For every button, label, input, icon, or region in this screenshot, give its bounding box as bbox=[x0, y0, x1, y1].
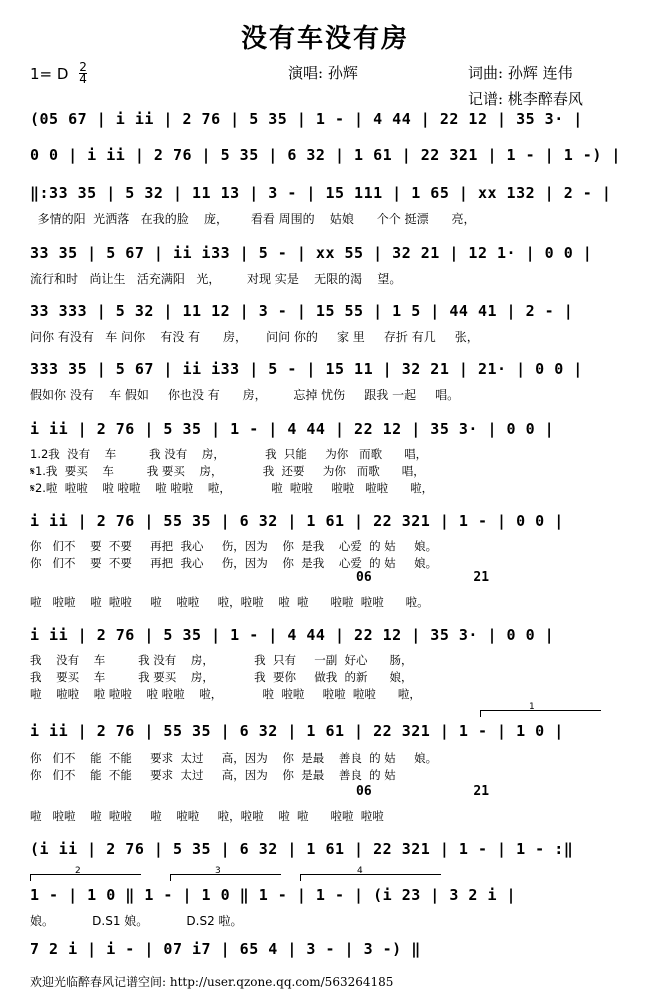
score-line-6: 333 35 | 5 67 | ii i33 | 5 - | 15 11 | 32 21 | 21· | 0 0 | bbox=[30, 360, 583, 378]
lyric-line-7a: 1.2我 没有 车 我 没有 房， 我 只能 为你 而歌 唱， bbox=[30, 447, 428, 461]
volta-3: 3 bbox=[170, 874, 281, 881]
score-line-3: ‖:33 35 | 5 32 | 11 13 | 3 - | 15 111 | 1 65 | xx 132 | 2 - | bbox=[30, 184, 612, 202]
footer-link-text[interactable]: 欢迎光临醉春风记谱空间: http://user.qzone.qq.com/563264185 bbox=[30, 975, 394, 989]
lyric-line-3: 多情的阳 光洒落 在我的脸 庞， 看看 周围的 姑娘 个个 挺漂 亮， bbox=[30, 212, 476, 226]
score-line-5: 33 333 | 5 32 | 11 12 | 3 - | 15 55 | 1 5 | 44 41 | 2 - | bbox=[30, 302, 574, 320]
volta-1: 1 bbox=[480, 710, 601, 717]
lyric-line-7b: 𝄋1.我 要买 车 我 要买 房， 我 还要 为你 而歌 唱， bbox=[30, 464, 425, 478]
alt-notes-10: 06 21 bbox=[356, 784, 490, 799]
lyric-line-9a: 我 没有 车 我 没有 房， 我 只有 一副 好心 肠， bbox=[30, 653, 413, 667]
key-label: 1= D bbox=[30, 65, 69, 83]
key-signature bbox=[30, 62, 87, 85]
lyric-line-8a: 你 们不 要 不要 再把 我心 伤，因为 你 是我 心爱 的 姑 娘。 bbox=[30, 539, 438, 553]
lyric-line-10c: 啦 啦啦 啦 啦啦 啦 啦啦 啦，啦啦 啦 啦 啦啦 啦啦 bbox=[30, 809, 384, 823]
score-line-13: 7 2 i | i - | 07 i7 | 65 4 | 3 - | 3 -) ‖ bbox=[30, 940, 421, 958]
volta-2: 2 bbox=[30, 874, 141, 881]
time-signature-bottom: 4 bbox=[79, 72, 87, 86]
lyric-line-6: 假如你 没有 车 假如 你也没 有 房， 忘掉 忧伤 跟我 一起 唱。 bbox=[30, 388, 460, 402]
lyric-line-4: 流行和时 尚让生 活充满阳 光， 对现 实是 无限的渴 望。 bbox=[30, 272, 402, 286]
score-line-1: (05 67 | i ii | 2 76 | 5 35 | 1 - | 4 44 | 22 12 | 35 3· | bbox=[30, 110, 583, 128]
lyric-line-5: 问你 有没有 车 问你 有没 有 房， 问问 你的 家 里 存折 有几 张， bbox=[30, 330, 479, 344]
song-title: 没有车没有房 bbox=[240, 24, 409, 54]
lyric-line-12: 娘。 D.S1 娘。 D.S2 啦。 bbox=[30, 914, 243, 928]
lyric-line-9c: 啦 啦啦 啦 啦啦 啦 啦啦 啦， 啦 啦啦 啦啦 啦啦 啦， bbox=[30, 687, 421, 701]
lyric-line-10b: 你 们不 能 不能 要求 太过 高，因为 你 是最 善良 的 姑 bbox=[30, 768, 396, 782]
lyric-line-9b: 我 要买 车 我 要买 房， 我 要你 做我 的新 娘， bbox=[30, 670, 413, 684]
score-line-8: i ii | 2 76 | 55 35 | 6 32 | 1 61 | 22 321 | 1 - | 0 0 | bbox=[30, 512, 564, 530]
score-line-12: 1 - | 1 0 ‖ 1 - | 1 0 ‖ 1 - | 1 - | (i 23 | 3 2 i | bbox=[30, 886, 517, 904]
score-line-7: i ii | 2 76 | 5 35 | 1 - | 4 44 | 22 12 | 35 3· | 0 0 | bbox=[30, 420, 555, 438]
recorder-credit: 记谱: 桃李醉春风 bbox=[468, 90, 583, 108]
composer-credit: 词曲: 孙辉 连伟 bbox=[468, 64, 573, 82]
volta-4: 4 bbox=[300, 874, 441, 881]
time-signature bbox=[79, 62, 87, 85]
score-line-2: 0 0 | i ii | 2 76 | 5 35 | 6 32 | 1 61 | 22 321 | 1 - | 1 -) | bbox=[30, 146, 621, 164]
score-line-10: i ii | 2 76 | 55 35 | 6 32 | 1 61 | 22 321 | 1 - | 1 0 | bbox=[30, 722, 564, 740]
alt-notes-8: 06 21 bbox=[356, 570, 490, 585]
lyric-line-8b: 你 们不 要 不要 再把 我心 伤，因为 你 是我 心爱 的 姑 娘。 bbox=[30, 556, 438, 570]
lyric-line-8c: 啦 啦啦 啦 啦啦 啦 啦啦 啦，啦啦 啦 啦 啦啦 啦啦 啦。 bbox=[30, 595, 429, 609]
score-line-4: 33 35 | 5 67 | ii i33 | 5 - | xx 55 | 32 21 | 12 1· | 0 0 | bbox=[30, 244, 593, 262]
singer-credit: 演唱: 孙辉 bbox=[288, 64, 358, 82]
lyric-line-10a: 你 们不 能 不能 要求 太过 高，因为 你 是最 善良 的 姑 娘。 bbox=[30, 751, 438, 765]
time-signature-top: 2 bbox=[79, 60, 87, 74]
score-line-9: i ii | 2 76 | 5 35 | 1 - | 4 44 | 22 12 | 35 3· | 0 0 | bbox=[30, 626, 555, 644]
score-line-11: (i ii | 2 76 | 5 35 | 6 32 | 1 61 | 22 321 | 1 - | 1 - :‖ bbox=[30, 840, 574, 858]
lyric-line-7c: 𝄋2.啦 啦啦 啦 啦啦 啦 啦啦 啦， 啦 啦啦 啦啦 啦啦 啦， bbox=[30, 481, 434, 495]
